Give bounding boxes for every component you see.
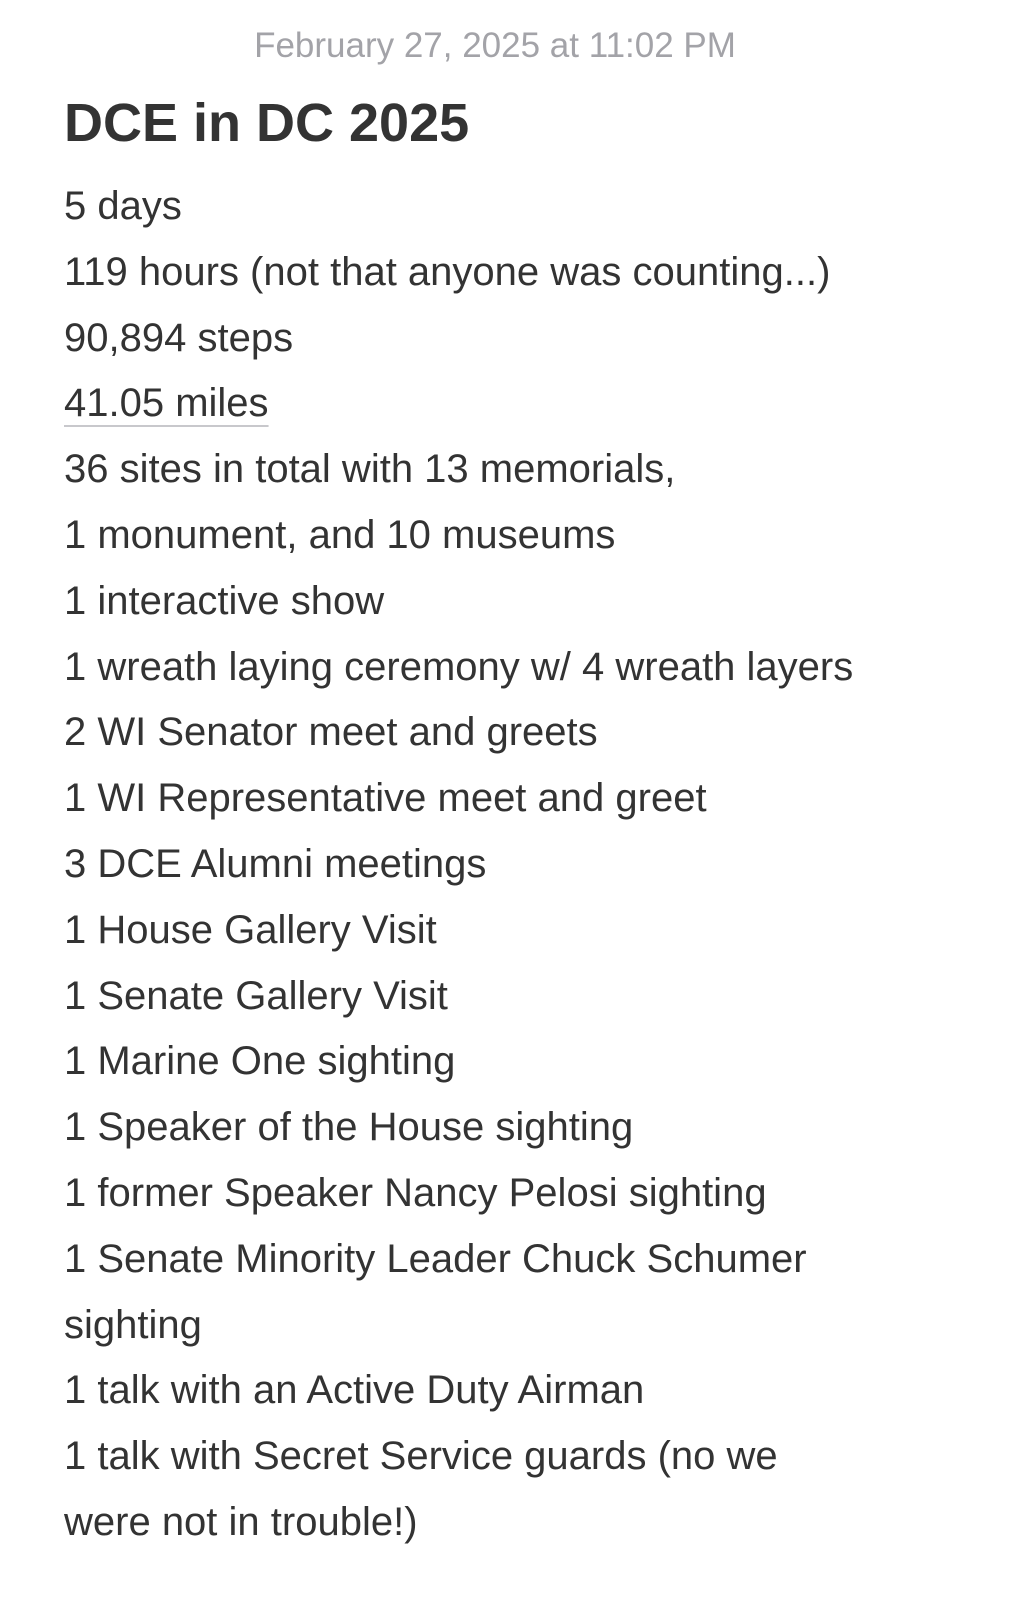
note-body[interactable] (64, 174, 964, 1556)
note-title[interactable]: DCE in DC 2025 (64, 93, 470, 153)
note-line[interactable]: 90,894 steps (64, 315, 294, 360)
note-line[interactable]: 1 talk with Secret Service guards (no we (64, 1434, 778, 1479)
note-line[interactable]: 1 Speaker of the House sighting (64, 1105, 634, 1150)
note-line[interactable]: 119 hours (not that anyone was counting...) (64, 249, 831, 294)
note-timestamp: February 27, 2025 at 11:02 PM (254, 26, 736, 65)
note-line[interactable]: 1 Marine One sighting (64, 1039, 456, 1084)
note-line[interactable]: 1 House Gallery Visit (64, 907, 437, 952)
note-line[interactable]: 5 days (64, 184, 182, 228)
note-line[interactable]: 1 interactive show (64, 578, 385, 623)
note-line[interactable]: 1 former Speaker Nancy Pelosi sighting (64, 1170, 767, 1215)
note-line[interactable]: 1 talk with an Active Duty Airman (64, 1368, 645, 1413)
note-line[interactable]: sighting (64, 1302, 202, 1347)
note-line[interactable]: 1 Senate Minority Leader Chuck Schumer (64, 1236, 807, 1281)
note-line-detected-link[interactable] (64, 371, 964, 437)
note-line[interactable]: 2 WI Senator meet and greets (64, 710, 598, 755)
distance-link[interactable]: 41.05 miles (64, 381, 269, 426)
note-line[interactable]: 1 WI Representative meet and greet (64, 776, 707, 821)
note-line[interactable]: 3 DCE Alumni meetings (64, 841, 487, 886)
note-line[interactable]: 36 sites in total with 13 memorials, (64, 447, 676, 492)
note-line[interactable]: 1 Senate Gallery Visit (64, 973, 448, 1018)
note-line[interactable]: 1 wreath laying ceremony w/ 4 wreath layers (64, 644, 854, 689)
note-line[interactable]: 1 monument, and 10 museums (64, 512, 616, 557)
note-line[interactable]: were not in trouble!) (64, 1499, 418, 1544)
